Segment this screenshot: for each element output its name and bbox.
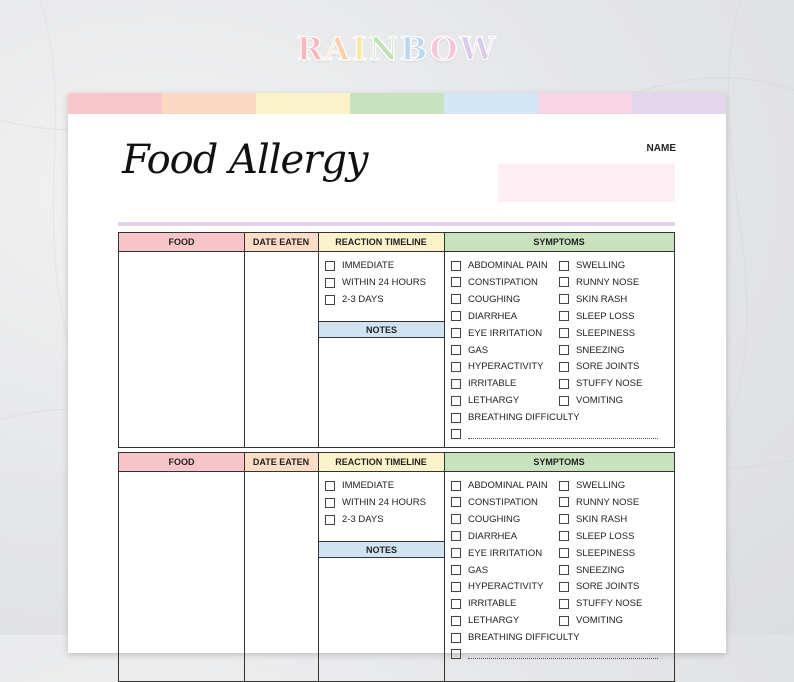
- column-header-timeline: REACTION TIMELINE: [318, 453, 444, 472]
- symptom-option[interactable]: [559, 598, 642, 609]
- checkbox[interactable]: [451, 429, 461, 439]
- checkbox-label: RUNNY NOSE: [576, 496, 640, 508]
- symptom-option[interactable]: [559, 548, 635, 559]
- checkbox[interactable]: [559, 396, 569, 406]
- log-entry-2: [118, 452, 675, 682]
- checkbox-label: COUGHING: [468, 513, 521, 525]
- food-cell[interactable]: [119, 252, 243, 447]
- checkbox[interactable]: [451, 396, 461, 406]
- symptom-option[interactable]: [451, 514, 520, 525]
- checkbox[interactable]: [559, 514, 569, 524]
- symptom-option[interactable]: [451, 345, 488, 356]
- column-header-symptoms: SYMPTOMS: [444, 453, 674, 472]
- symptom-option[interactable]: [559, 378, 642, 389]
- log-entry-1: [118, 232, 675, 448]
- column-header-symptoms: SYMPTOMS: [444, 233, 674, 252]
- timeline-option[interactable]: [325, 260, 394, 271]
- symptom-option[interactable]: [559, 260, 625, 271]
- notes-area[interactable]: [319, 338, 443, 447]
- checkbox-label: SLEEPINESS: [576, 547, 636, 559]
- stripe-segment: [444, 93, 538, 114]
- symptom-option[interactable]: [559, 361, 639, 372]
- checkbox[interactable]: [559, 311, 569, 321]
- symptom-other[interactable]: [451, 649, 658, 659]
- checkbox[interactable]: [325, 295, 335, 305]
- symptom-option[interactable]: [559, 480, 625, 491]
- checkbox[interactable]: [451, 649, 461, 659]
- page-title: Food Allergy: [122, 137, 368, 183]
- checkbox-label: SKIN RASH: [576, 513, 628, 525]
- checkbox[interactable]: [559, 328, 569, 338]
- checkbox-label: VOMITING: [576, 395, 623, 407]
- symptom-option[interactable]: [451, 328, 542, 339]
- checkbox-label: SWELLING: [576, 260, 626, 271]
- checkbox[interactable]: [325, 278, 335, 288]
- column-header-date: DATE EATEN: [244, 453, 318, 472]
- checkbox-label: SKIN RASH: [576, 293, 628, 305]
- checkbox[interactable]: [451, 328, 461, 338]
- checkbox-label: HYPERACTIVITY: [468, 361, 544, 373]
- checkbox[interactable]: [451, 531, 461, 541]
- checkbox[interactable]: [559, 379, 569, 389]
- symptom-option[interactable]: [451, 294, 520, 305]
- checkbox-label: ABDOMINAL PAIN: [468, 260, 548, 271]
- timeline-option[interactable]: [325, 497, 426, 508]
- checkbox-label: RUNNY NOSE: [576, 276, 640, 288]
- checkbox-label: IRRITABLE: [468, 598, 517, 610]
- symptom-option[interactable]: [451, 615, 519, 626]
- checkbox-label: SORE JOINTS: [576, 581, 640, 593]
- checkbox-label: SNEEZING: [576, 564, 625, 576]
- checkbox[interactable]: [559, 531, 569, 541]
- checkbox[interactable]: [451, 633, 461, 643]
- checkbox-label: 2-3 DAYS: [342, 294, 384, 305]
- stripe-segment: [68, 93, 162, 114]
- checkbox[interactable]: [451, 481, 461, 491]
- checkbox[interactable]: [451, 514, 461, 524]
- checkbox-label: WITHIN 24 HOURS: [342, 277, 426, 288]
- stripe-segment: [632, 93, 726, 114]
- checkbox[interactable]: [451, 565, 461, 575]
- checkbox[interactable]: [325, 498, 335, 508]
- brand-letter: N: [368, 30, 401, 68]
- notes-header: NOTES: [319, 541, 444, 558]
- symptom-option[interactable]: [559, 531, 634, 542]
- timeline-option[interactable]: [325, 514, 384, 525]
- brand-letter: R: [296, 30, 326, 68]
- symptom-option[interactable]: [451, 497, 538, 508]
- checkbox[interactable]: [451, 294, 461, 304]
- checkbox[interactable]: [559, 565, 569, 575]
- checkbox[interactable]: [559, 481, 569, 491]
- checkbox[interactable]: [451, 261, 461, 271]
- checkbox-label: SLEEPINESS: [576, 327, 636, 339]
- checkbox[interactable]: [451, 497, 461, 507]
- stripe-segment: [162, 93, 256, 114]
- symptom-option[interactable]: [451, 548, 542, 559]
- column-header-date: DATE EATEN: [244, 233, 318, 252]
- symptom-option[interactable]: [559, 328, 635, 339]
- name-label: NAME: [646, 143, 676, 154]
- symptom-other[interactable]: [451, 429, 658, 439]
- checkbox-label: LETHARGY: [468, 395, 520, 407]
- column-header-food: FOOD: [119, 233, 244, 252]
- checkbox[interactable]: [559, 548, 569, 558]
- divider: [118, 222, 675, 226]
- symptom-option[interactable]: [451, 581, 544, 592]
- checkbox[interactable]: [325, 515, 335, 525]
- checkbox[interactable]: [451, 362, 461, 372]
- symptom-option[interactable]: [451, 598, 516, 609]
- symptom-option[interactable]: [451, 361, 544, 372]
- checkbox[interactable]: [559, 294, 569, 304]
- symptom-option[interactable]: [451, 277, 538, 288]
- checkbox-label: VOMITING: [576, 615, 623, 627]
- other-symptom-line[interactable]: [468, 430, 658, 439]
- date-cell[interactable]: [245, 472, 317, 681]
- checkbox-label: DIARRHEA: [468, 530, 518, 542]
- checkbox[interactable]: [559, 616, 569, 626]
- checkbox[interactable]: [559, 261, 569, 271]
- symptom-option[interactable]: [559, 277, 639, 288]
- symptom-option[interactable]: [559, 514, 627, 525]
- checkbox-label: DIARRHEA: [468, 310, 518, 322]
- checkbox[interactable]: [559, 599, 569, 609]
- other-symptom-line[interactable]: [468, 650, 658, 659]
- symptom-option[interactable]: [559, 345, 625, 356]
- checkbox[interactable]: [559, 582, 569, 592]
- checkbox-label: GAS: [468, 344, 489, 356]
- symptom-option[interactable]: [451, 378, 516, 389]
- symptom-option[interactable]: [451, 565, 488, 576]
- symptom-option[interactable]: [451, 480, 548, 491]
- brand-letter: B: [400, 30, 430, 68]
- symptom-option[interactable]: [559, 615, 623, 626]
- rainbow-stripe: [68, 93, 726, 114]
- food-allergy-sheet: [68, 93, 726, 653]
- checkbox-label: CONSTIPATION: [468, 496, 538, 508]
- checkbox[interactable]: [559, 497, 569, 507]
- checkbox-label: BREATHING DIFFICULTY: [468, 632, 580, 644]
- checkbox[interactable]: [451, 413, 461, 423]
- timeline-option[interactable]: [325, 480, 394, 491]
- notes-header: NOTES: [319, 321, 444, 338]
- checkbox-label: COUGHING: [468, 293, 521, 305]
- stripe-segment: [256, 93, 350, 114]
- name-field[interactable]: [498, 164, 675, 202]
- symptom-option[interactable]: [559, 565, 625, 576]
- checkbox-label: EYE IRRITATION: [468, 547, 543, 559]
- brand-letter: O: [429, 30, 460, 68]
- checkbox-label: STUFFY NOSE: [576, 598, 643, 610]
- checkbox[interactable]: [451, 277, 461, 287]
- checkbox[interactable]: [451, 548, 461, 558]
- symptom-option[interactable]: [451, 412, 580, 423]
- checkbox-label: LETHARGY: [468, 615, 520, 627]
- symptom-option[interactable]: [559, 311, 634, 322]
- checkbox-label: IMMEDIATE: [342, 260, 395, 271]
- checkbox[interactable]: [451, 599, 461, 609]
- checkbox-label: SORE JOINTS: [576, 361, 640, 373]
- checkbox-label: BREATHING DIFFICULTY: [468, 412, 580, 424]
- timeline-option[interactable]: [325, 277, 426, 288]
- checkbox-label: HYPERACTIVITY: [468, 581, 544, 593]
- brand-logo: [0, 30, 794, 68]
- symptom-option[interactable]: [451, 311, 517, 322]
- symptom-option[interactable]: [451, 260, 548, 271]
- date-cell[interactable]: [245, 252, 317, 447]
- column-header-food: FOOD: [119, 453, 244, 472]
- column-header-timeline: REACTION TIMELINE: [318, 233, 444, 252]
- brand-letter: W: [459, 30, 498, 68]
- checkbox-label: SLEEP LOSS: [576, 310, 635, 322]
- checkbox[interactable]: [451, 582, 461, 592]
- checkbox-label: EYE IRRITATION: [468, 327, 543, 339]
- checkbox-label: SWELLING: [576, 480, 626, 491]
- checkbox-label: ABDOMINAL PAIN: [468, 480, 548, 491]
- symptom-option[interactable]: [559, 395, 623, 406]
- symptom-option[interactable]: [559, 581, 639, 592]
- checkbox[interactable]: [325, 481, 335, 491]
- symptom-option[interactable]: [451, 531, 517, 542]
- food-cell[interactable]: [119, 472, 243, 681]
- checkbox-label: SLEEP LOSS: [576, 530, 635, 542]
- brand-letter: I: [351, 30, 369, 68]
- column-divider: [444, 233, 445, 447]
- symptom-option[interactable]: [559, 497, 639, 508]
- stripe-segment: [538, 93, 632, 114]
- timeline-option[interactable]: [325, 294, 384, 305]
- symptom-option[interactable]: [451, 395, 519, 406]
- checkbox-label: CONSTIPATION: [468, 276, 538, 288]
- brand-letter: A: [325, 30, 352, 68]
- column-divider: [444, 453, 445, 681]
- checkbox[interactable]: [451, 311, 461, 321]
- checkbox[interactable]: [559, 362, 569, 372]
- checkbox-label: WITHIN 24 HOURS: [342, 497, 426, 508]
- stripe-segment: [350, 93, 444, 114]
- checkbox[interactable]: [451, 379, 461, 389]
- checkbox[interactable]: [325, 261, 335, 271]
- checkbox[interactable]: [451, 616, 461, 626]
- checkbox[interactable]: [559, 345, 569, 355]
- checkbox-label: GAS: [468, 564, 489, 576]
- checkbox-label: STUFFY NOSE: [576, 378, 643, 390]
- checkbox[interactable]: [451, 345, 461, 355]
- checkbox-label: IMMEDIATE: [342, 480, 395, 491]
- notes-area[interactable]: [319, 558, 443, 681]
- checkbox-label: 2-3 DAYS: [342, 514, 384, 525]
- checkbox[interactable]: [559, 277, 569, 287]
- checkbox-label: SNEEZING: [576, 344, 625, 356]
- symptom-option[interactable]: [451, 632, 580, 643]
- symptom-option[interactable]: [559, 294, 627, 305]
- checkbox-label: IRRITABLE: [468, 378, 517, 390]
